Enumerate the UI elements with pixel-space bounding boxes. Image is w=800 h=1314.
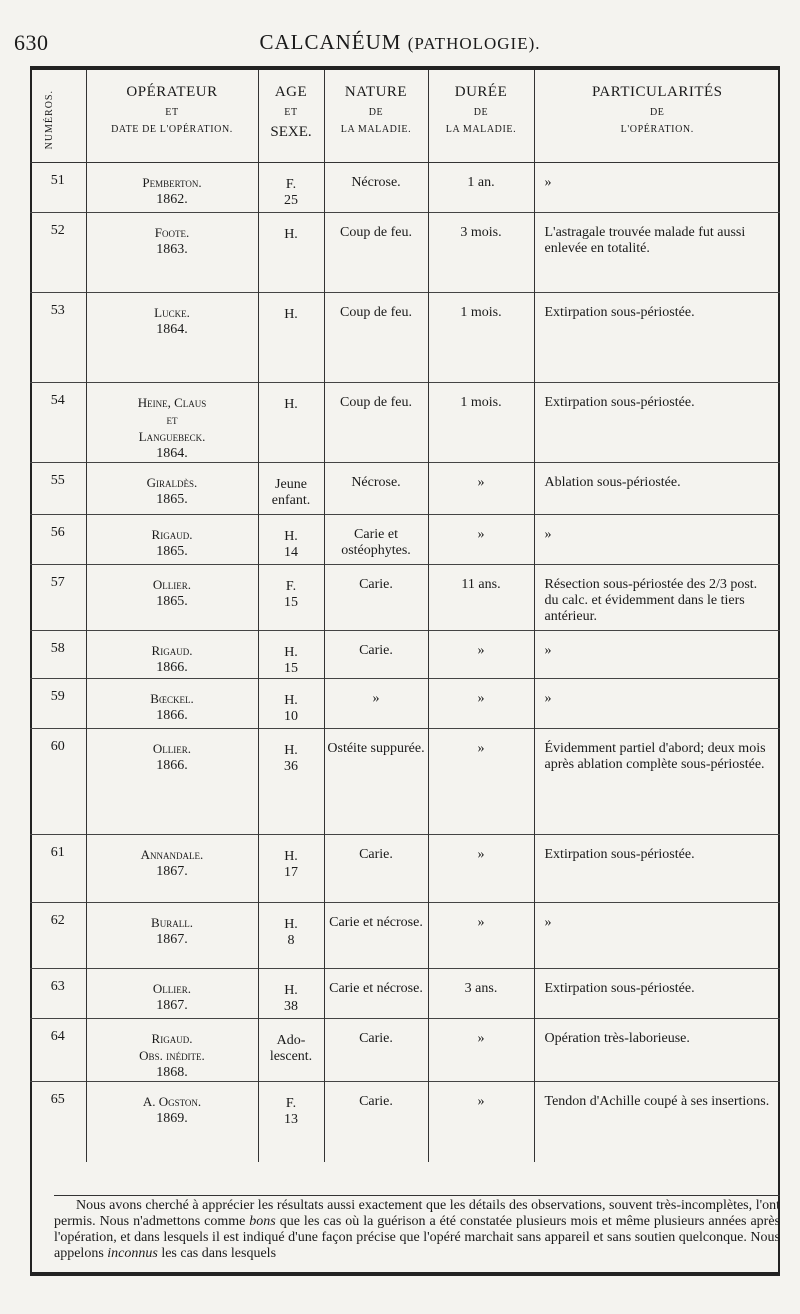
age-sex-cell <box>258 679 324 729</box>
table-row <box>30 163 780 213</box>
disease-duration: » <box>477 643 485 658</box>
operation-particularities: Tendon d'Achille coupé à ses insertions. <box>544 1094 770 1109</box>
operation-date: 1867. <box>156 864 188 879</box>
duration-cell <box>428 213 534 293</box>
nature-cell <box>324 969 428 1019</box>
duration-cell <box>428 1019 534 1082</box>
duration-cell <box>428 729 534 835</box>
operator-cell <box>86 163 258 213</box>
operator-cell <box>86 383 258 463</box>
age-sex-cell <box>258 631 324 679</box>
age-sex-cell <box>258 383 324 463</box>
particularities-cell <box>534 463 780 515</box>
cases-table <box>30 70 780 1162</box>
operator-line-2: et <box>166 412 178 427</box>
particularities-cell <box>534 383 780 463</box>
row-number-cell <box>30 213 86 293</box>
nature-header-maladie: LA MALADIE. <box>340 124 412 135</box>
particularities-cell <box>534 1019 780 1082</box>
disease-duration: 11 ans. <box>461 577 501 592</box>
disease-duration: 1 an. <box>467 175 495 190</box>
col-particularites <box>534 70 780 163</box>
operator-line-3: Languebeck. <box>138 429 206 444</box>
table-row <box>30 213 780 293</box>
age-value: 15 <box>284 661 298 676</box>
particularities-cell <box>534 213 780 293</box>
nature-cell <box>324 729 428 835</box>
age-sex-cell <box>258 1019 324 1082</box>
duration-cell <box>428 1082 534 1162</box>
operation-particularities: Opération très-laborieuse. <box>544 1031 690 1046</box>
row-number: 61 <box>50 845 65 860</box>
operation-particularities: Évidemment partiel d'abord; deux mois après ablation complète sous-périostée. <box>544 741 766 772</box>
operator-cell <box>86 463 258 515</box>
age-sex-cell <box>258 515 324 565</box>
age-header-et: ET <box>284 107 298 118</box>
sex-value: F. <box>285 579 297 594</box>
row-number-cell <box>30 383 86 463</box>
particularities-cell <box>534 631 780 679</box>
operation-particularities: » <box>544 691 552 706</box>
disease-nature: Carie. <box>359 643 393 658</box>
age-value: 38 <box>284 999 298 1014</box>
duration-cell <box>428 631 534 679</box>
row-number-cell <box>30 463 86 515</box>
particularities-cell <box>534 1082 780 1162</box>
age-value: 13 <box>284 1112 298 1127</box>
disease-nature: Carie et nécrose. <box>329 915 423 930</box>
duration-cell <box>428 903 534 969</box>
sex-value: H. <box>284 529 298 544</box>
sex-value: H. <box>284 307 298 322</box>
sex-value: H. <box>284 917 298 932</box>
nature-cell <box>324 515 428 565</box>
disease-nature: Coup de feu. <box>340 225 412 240</box>
disease-nature: Carie. <box>359 847 393 862</box>
sex-value: H. <box>284 983 298 998</box>
nature-cell <box>324 903 428 969</box>
sex-value: Jeune <box>275 477 307 492</box>
operator-line-2: Obs. inédite. <box>139 1048 205 1063</box>
operator-cell <box>86 903 258 969</box>
disease-duration: » <box>477 475 485 490</box>
nature-header-de: DE <box>368 107 384 118</box>
duration-cell <box>428 565 534 631</box>
table-row <box>30 903 780 969</box>
disease-duration: 1 mois. <box>460 305 502 320</box>
particularities-cell <box>534 903 780 969</box>
nature-cell <box>324 213 428 293</box>
operator-cell <box>86 679 258 729</box>
operator-name: Pemberton. <box>142 175 202 190</box>
footer-note <box>54 1195 780 1262</box>
operation-particularities: » <box>544 527 552 542</box>
operation-particularities: Extirpation sous-périostée. <box>544 305 695 320</box>
operator-cell <box>86 631 258 679</box>
table-row <box>30 835 780 903</box>
duration-cell <box>428 835 534 903</box>
age-sex-cell <box>258 729 324 835</box>
nature-cell <box>324 679 428 729</box>
duration-cell <box>428 293 534 383</box>
row-number: 63 <box>50 979 65 994</box>
sex-value: Ado- <box>276 1033 306 1048</box>
operation-date: 1868. <box>156 1065 188 1080</box>
operator-name: Rigaud. <box>151 527 193 542</box>
age-sex-cell <box>258 463 324 515</box>
operation-date: 1865. <box>156 492 188 507</box>
row-number: 59 <box>50 689 65 704</box>
operator-name: Annandale. <box>140 847 204 862</box>
operator-name: Foote. <box>154 225 190 240</box>
operateur-header: OPÉRATEUR <box>126 84 218 100</box>
row-number: 54 <box>50 393 65 408</box>
sex-value: H. <box>284 693 298 708</box>
age-sex-cell <box>258 903 324 969</box>
col-age <box>258 70 324 163</box>
row-number-cell <box>30 631 86 679</box>
table-row <box>30 631 780 679</box>
age-sex-cell <box>258 835 324 903</box>
operation-date: 1867. <box>156 998 188 1013</box>
operation-particularities: Extirpation sous-périostée. <box>544 981 695 996</box>
table-row <box>30 679 780 729</box>
operation-particularities: Résection sous-périostée des 2/3 post. du calc. et évidemment dans le tiers antérieur. <box>544 577 758 624</box>
operation-date: 1866. <box>156 660 188 675</box>
operation-date: 1865. <box>156 544 188 559</box>
col-nature <box>324 70 428 163</box>
operator-name: Heine, Claus <box>137 395 207 410</box>
row-number-cell <box>30 163 86 213</box>
footer-text-2: que les cas où la guérison a été constatée plusieurs mois et même plusieurs années après l'opération, et dans lesquels il est indiqué d'une façon précise que l'opéré marchait sans appareil et sans soutien quelconque. Nous appelons <box>54 1214 781 1261</box>
disease-duration: 3 mois. <box>460 225 502 240</box>
disease-nature: Carie et nécrose. <box>329 981 423 996</box>
row-number-cell <box>30 903 86 969</box>
row-number-cell <box>30 835 86 903</box>
disease-nature: Nécrose. <box>351 475 401 490</box>
disease-nature: Nécrose. <box>351 175 401 190</box>
nature-cell <box>324 463 428 515</box>
page-title: CALCANÉUM <box>259 30 402 54</box>
disease-duration: 1 mois. <box>460 395 502 410</box>
operation-particularities: » <box>544 175 552 190</box>
nature-cell <box>324 1019 428 1082</box>
disease-duration: » <box>477 691 485 706</box>
row-number: 60 <box>50 739 65 754</box>
age-sex-cell <box>258 969 324 1019</box>
sex-value: F. <box>285 177 297 192</box>
duration-cell <box>428 163 534 213</box>
disease-nature: Coup de feu. <box>340 305 412 320</box>
operation-particularities: Ablation sous-périostée. <box>544 475 681 490</box>
particularities-cell <box>534 729 780 835</box>
age-value: enfant. <box>271 493 311 508</box>
row-number: 56 <box>50 525 65 540</box>
row-number: 52 <box>50 223 65 238</box>
row-number-cell <box>30 293 86 383</box>
row-number-cell <box>30 1019 86 1082</box>
nature-cell <box>324 1082 428 1162</box>
age-sex-cell <box>258 163 324 213</box>
disease-duration: » <box>477 847 485 862</box>
table-header-row <box>30 70 780 163</box>
disease-nature: Carie. <box>359 577 393 592</box>
operator-name: Lucke. <box>154 305 190 320</box>
operator-name: Bœckel. <box>150 691 194 706</box>
table-row <box>30 293 780 383</box>
disease-nature: Ostéite suppurée. <box>327 741 425 756</box>
disease-nature: Carie. <box>359 1094 393 1109</box>
operator-name: Ollier. <box>152 577 192 592</box>
operator-name: A. Ogston. <box>142 1094 202 1109</box>
particularities-cell <box>534 163 780 213</box>
row-number: 53 <box>50 303 65 318</box>
col-numeros <box>30 70 86 163</box>
age-header-sexe: SEXE. <box>270 124 312 140</box>
disease-duration: 3 ans. <box>464 981 498 996</box>
row-number: 65 <box>50 1092 65 1107</box>
particularities-cell <box>534 293 780 383</box>
operateur-header-et: ET <box>165 107 179 118</box>
operation-date: 1866. <box>156 708 188 723</box>
duration-cell <box>428 969 534 1019</box>
duree-header-maladie: LA MALADIE. <box>445 124 517 135</box>
row-number: 51 <box>50 173 65 188</box>
duree-header-de: DE <box>473 107 489 118</box>
nature-cell <box>324 293 428 383</box>
operator-cell <box>86 1019 258 1082</box>
sex-value: H. <box>284 645 298 660</box>
running-head <box>0 30 800 55</box>
row-number: 58 <box>50 641 65 656</box>
age-sex-cell <box>258 213 324 293</box>
row-number-cell <box>30 729 86 835</box>
row-number-cell <box>30 515 86 565</box>
operation-date: 1864. <box>156 322 188 337</box>
particularites-header-operation: L'OPÉRATION. <box>620 124 694 135</box>
operation-particularities: Extirpation sous-périostée. <box>544 847 695 862</box>
age-sex-cell <box>258 293 324 383</box>
particularities-cell <box>534 565 780 631</box>
age-value: 8 <box>287 933 295 948</box>
operation-particularities: » <box>544 915 552 930</box>
sex-value: H. <box>284 743 298 758</box>
operator-name: Rigaud. <box>151 1031 193 1046</box>
disease-nature: Carie et ostéophytes. <box>341 527 411 558</box>
age-value: 10 <box>284 709 298 724</box>
age-value: 14 <box>284 545 298 560</box>
particularites-header-de: DE <box>649 107 665 118</box>
age-header: AGE <box>274 84 308 100</box>
sex-value: H. <box>284 397 298 412</box>
operateur-header-date: DATE DE L'OPÉRATION. <box>111 124 233 135</box>
nature-cell <box>324 835 428 903</box>
operator-cell <box>86 213 258 293</box>
age-sex-cell <box>258 1082 324 1162</box>
nature-cell <box>324 383 428 463</box>
operation-particularities: » <box>544 643 552 658</box>
particularities-cell <box>534 835 780 903</box>
table-row <box>30 383 780 463</box>
disease-nature: Carie. <box>359 1031 393 1046</box>
table-row <box>30 729 780 835</box>
operator-name: Giraldès. <box>146 475 198 490</box>
nature-cell <box>324 163 428 213</box>
operation-date: 1866. <box>156 758 188 773</box>
col-duree <box>428 70 534 163</box>
particularites-header: PARTICULARITÉS <box>591 84 723 100</box>
nature-header: NATURE <box>344 84 408 100</box>
row-number-cell <box>30 679 86 729</box>
disease-duration: » <box>477 1031 485 1046</box>
disease-nature: » <box>372 691 380 706</box>
row-number: 55 <box>50 473 65 488</box>
operator-name: Ollier. <box>152 741 192 756</box>
age-value: lescent. <box>269 1049 313 1064</box>
nature-cell <box>324 631 428 679</box>
table-row <box>30 515 780 565</box>
operator-cell <box>86 1082 258 1162</box>
disease-duration: » <box>477 915 485 930</box>
sex-value: F. <box>285 1096 297 1111</box>
disease-duration: » <box>477 1094 485 1109</box>
operator-name: Burall. <box>151 915 193 930</box>
age-value: 15 <box>284 595 298 610</box>
particularities-cell <box>534 515 780 565</box>
nature-cell <box>324 565 428 631</box>
sex-value: H. <box>284 849 298 864</box>
col-operateur <box>86 70 258 163</box>
duration-cell <box>428 463 534 515</box>
operation-date: 1862. <box>156 192 188 207</box>
duree-header: DURÉE <box>454 84 508 100</box>
row-number-cell <box>30 565 86 631</box>
disease-duration: » <box>477 741 485 756</box>
numeros-header: NUMÉROS. <box>44 90 55 150</box>
duration-cell <box>428 515 534 565</box>
table-row <box>30 969 780 1019</box>
age-sex-cell <box>258 565 324 631</box>
age-value: 17 <box>284 865 298 880</box>
row-number-cell <box>30 1082 86 1162</box>
row-number: 64 <box>50 1029 65 1044</box>
operator-name: Rigaud. <box>151 643 193 658</box>
footer-text-3: les cas dans lesquels <box>157 1246 277 1261</box>
disease-nature: Coup de feu. <box>340 395 412 410</box>
operator-cell <box>86 969 258 1019</box>
age-value: 36 <box>284 759 298 774</box>
particularities-cell <box>534 679 780 729</box>
operation-date: 1864. <box>156 446 188 461</box>
page-header <box>0 22 800 62</box>
operator-name: Ollier. <box>152 981 192 996</box>
duration-cell <box>428 383 534 463</box>
page-number: 630 <box>14 30 49 55</box>
operation-date: 1869. <box>156 1111 188 1126</box>
operator-cell <box>86 515 258 565</box>
operation-particularities: Extirpation sous-périostée. <box>544 395 695 410</box>
row-number-cell <box>30 969 86 1019</box>
footer-text-1: Nous avons cherché à apprécier les résultats aussi exactement que les détails des observations, souvent très-incomplètes, l'ont permis. Nous n'admettons comme <box>54 1198 780 1229</box>
row-number: 62 <box>50 913 65 928</box>
operator-cell <box>86 565 258 631</box>
sex-value: H. <box>284 227 298 242</box>
row-number: 57 <box>50 575 65 590</box>
operator-cell <box>86 293 258 383</box>
table-row <box>30 1019 780 1082</box>
duration-cell <box>428 679 534 729</box>
operation-particularities: L'astragale trouvée malade fut aussi enlevée en totalité. <box>544 225 746 256</box>
operator-cell <box>86 729 258 835</box>
operation-date: 1867. <box>156 932 188 947</box>
operation-date: 1863. <box>156 242 188 257</box>
table-row <box>30 463 780 515</box>
table-row <box>30 1082 780 1162</box>
page-subtitle: (PATHOLOGIE). <box>407 34 541 53</box>
operator-cell <box>86 835 258 903</box>
footer-em-bons: bons <box>249 1214 276 1229</box>
table-row <box>30 565 780 631</box>
footer-em-inconnus: inconnus <box>107 1246 158 1261</box>
particularities-cell <box>534 969 780 1019</box>
disease-duration: » <box>477 527 485 542</box>
operation-date: 1865. <box>156 594 188 609</box>
age-value: 25 <box>284 193 298 208</box>
